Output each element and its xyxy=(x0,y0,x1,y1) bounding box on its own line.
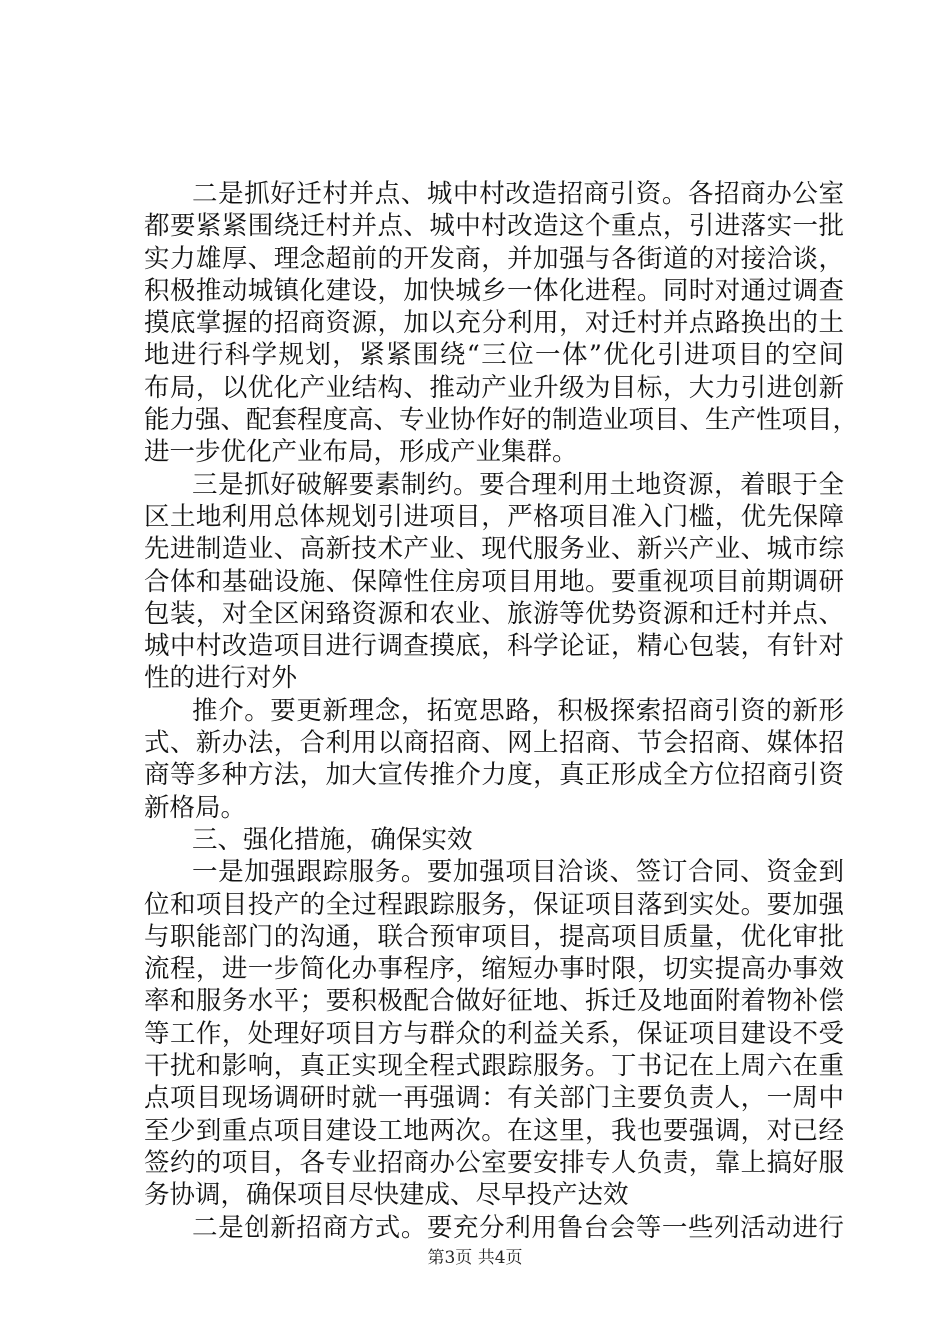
text-line: 实力雄厚、理念超前的开发商，并加强与各街道的对接洽谈， xyxy=(144,243,844,274)
text-line: 先进制造业、高新技术产业、现代服务业、新兴产业、城市综 xyxy=(144,534,844,565)
text-line: 摸底掌握的招商资源，加以充分利用，对迁村并点路换出的土 xyxy=(144,308,844,339)
text-line: 推介。要更新理念，拓宽思路，积极探索招商引资的新形 xyxy=(192,695,844,726)
text-line: 都要紧紧围绕迁村并点、城中村改造这个重点，引进落实一批 xyxy=(144,211,844,242)
text-line: 积极推动城镇化建设，加快城乡一体化进程。同时对通过调查 xyxy=(144,275,844,306)
document-body xyxy=(144,178,859,1244)
text-line: 等工作，处理好项目方与群众的利益关系，保证项目建设不受 xyxy=(144,1018,844,1049)
text-line: 包装，对全区闲臵资源和农业、旅游等优势资源和迁村并点、 xyxy=(144,598,844,629)
text-line: 率和服务水平；要积极配合做好征地、拆迁及地面附着物补偿 xyxy=(144,986,844,1017)
text-line: 式、新办法，合利用以商招商、网上招商、节会招商、媒体招 xyxy=(144,728,844,759)
text-line: 能力强、配套程度高、专业协作好的制造业项目、生产性项目， xyxy=(144,405,859,436)
text-line: 地进行科学规划，紧紧围绕“三位一体”优化引进项目的空间 xyxy=(144,340,844,371)
text-line: 性的进行对外 xyxy=(144,663,298,694)
text-line: 至少到重点项目建设工地两次。在这里，我也要强调，对已经 xyxy=(144,1115,844,1146)
text-line: 务协调，确保项目尽快建成、尽早投产达效 xyxy=(144,1180,629,1211)
text-line: 三是抓好破解要素制约。要合理利用土地资源，着眼于全 xyxy=(192,469,844,500)
text-line: 与职能部门的沟通，联合预审项目，提高项目质量，优化审批 xyxy=(144,921,844,952)
text-line: 三、强化措施，确保实效 xyxy=(192,824,473,855)
text-line: 干扰和影响，真正实现全程式跟踪服务。丁书记在上周六在重 xyxy=(144,1051,844,1082)
text-line: 二是创新招商方式。要充分利用鲁台会等一些列活动进行 xyxy=(192,1212,844,1243)
text-line: 布局，以优化产业结构、推动产业升级为目标，大力引进创新 xyxy=(144,372,844,403)
text-line: 新格局。 xyxy=(144,792,247,823)
text-line: 流程，进一步简化办事程序，缩短办事时限，切实提高办事效 xyxy=(144,954,844,985)
text-line: 合体和基础设施、保障性住房项目用地。要重视项目前期调研 xyxy=(144,566,844,597)
text-line: 位和项目投产的全过程跟踪服务，保证项目落到实处。要加强 xyxy=(144,889,844,920)
text-line: 点项目现场调研时就一再强调：有关部门主要负责人，一周中 xyxy=(144,1083,844,1114)
text-line: 城中村改造项目进行调查摸底，科学论证，精心包装，有针对 xyxy=(144,631,844,662)
text-line: 进一步优化产业布局，形成产业集群。 xyxy=(144,437,578,468)
text-line: 区土地利用总体规划引进项目，严格项目准入门槛，优先保障 xyxy=(144,501,844,532)
text-line: 商等多种方法，加大宣传推介力度，真正形成全方位招商引资 xyxy=(144,760,844,791)
page-footer: 第3页 共4页 xyxy=(427,1248,523,1268)
text-line: 二是抓好迁村并点、城中村改造招商引资。各招商办公室 xyxy=(192,179,844,209)
text-line: 一是加强跟踪服务。要加强项目洽谈、签订合同、资金到 xyxy=(192,857,844,888)
text-line: 签约的项目，各专业招商办公室要安排专人负责，靠上搞好服 xyxy=(144,1147,844,1178)
